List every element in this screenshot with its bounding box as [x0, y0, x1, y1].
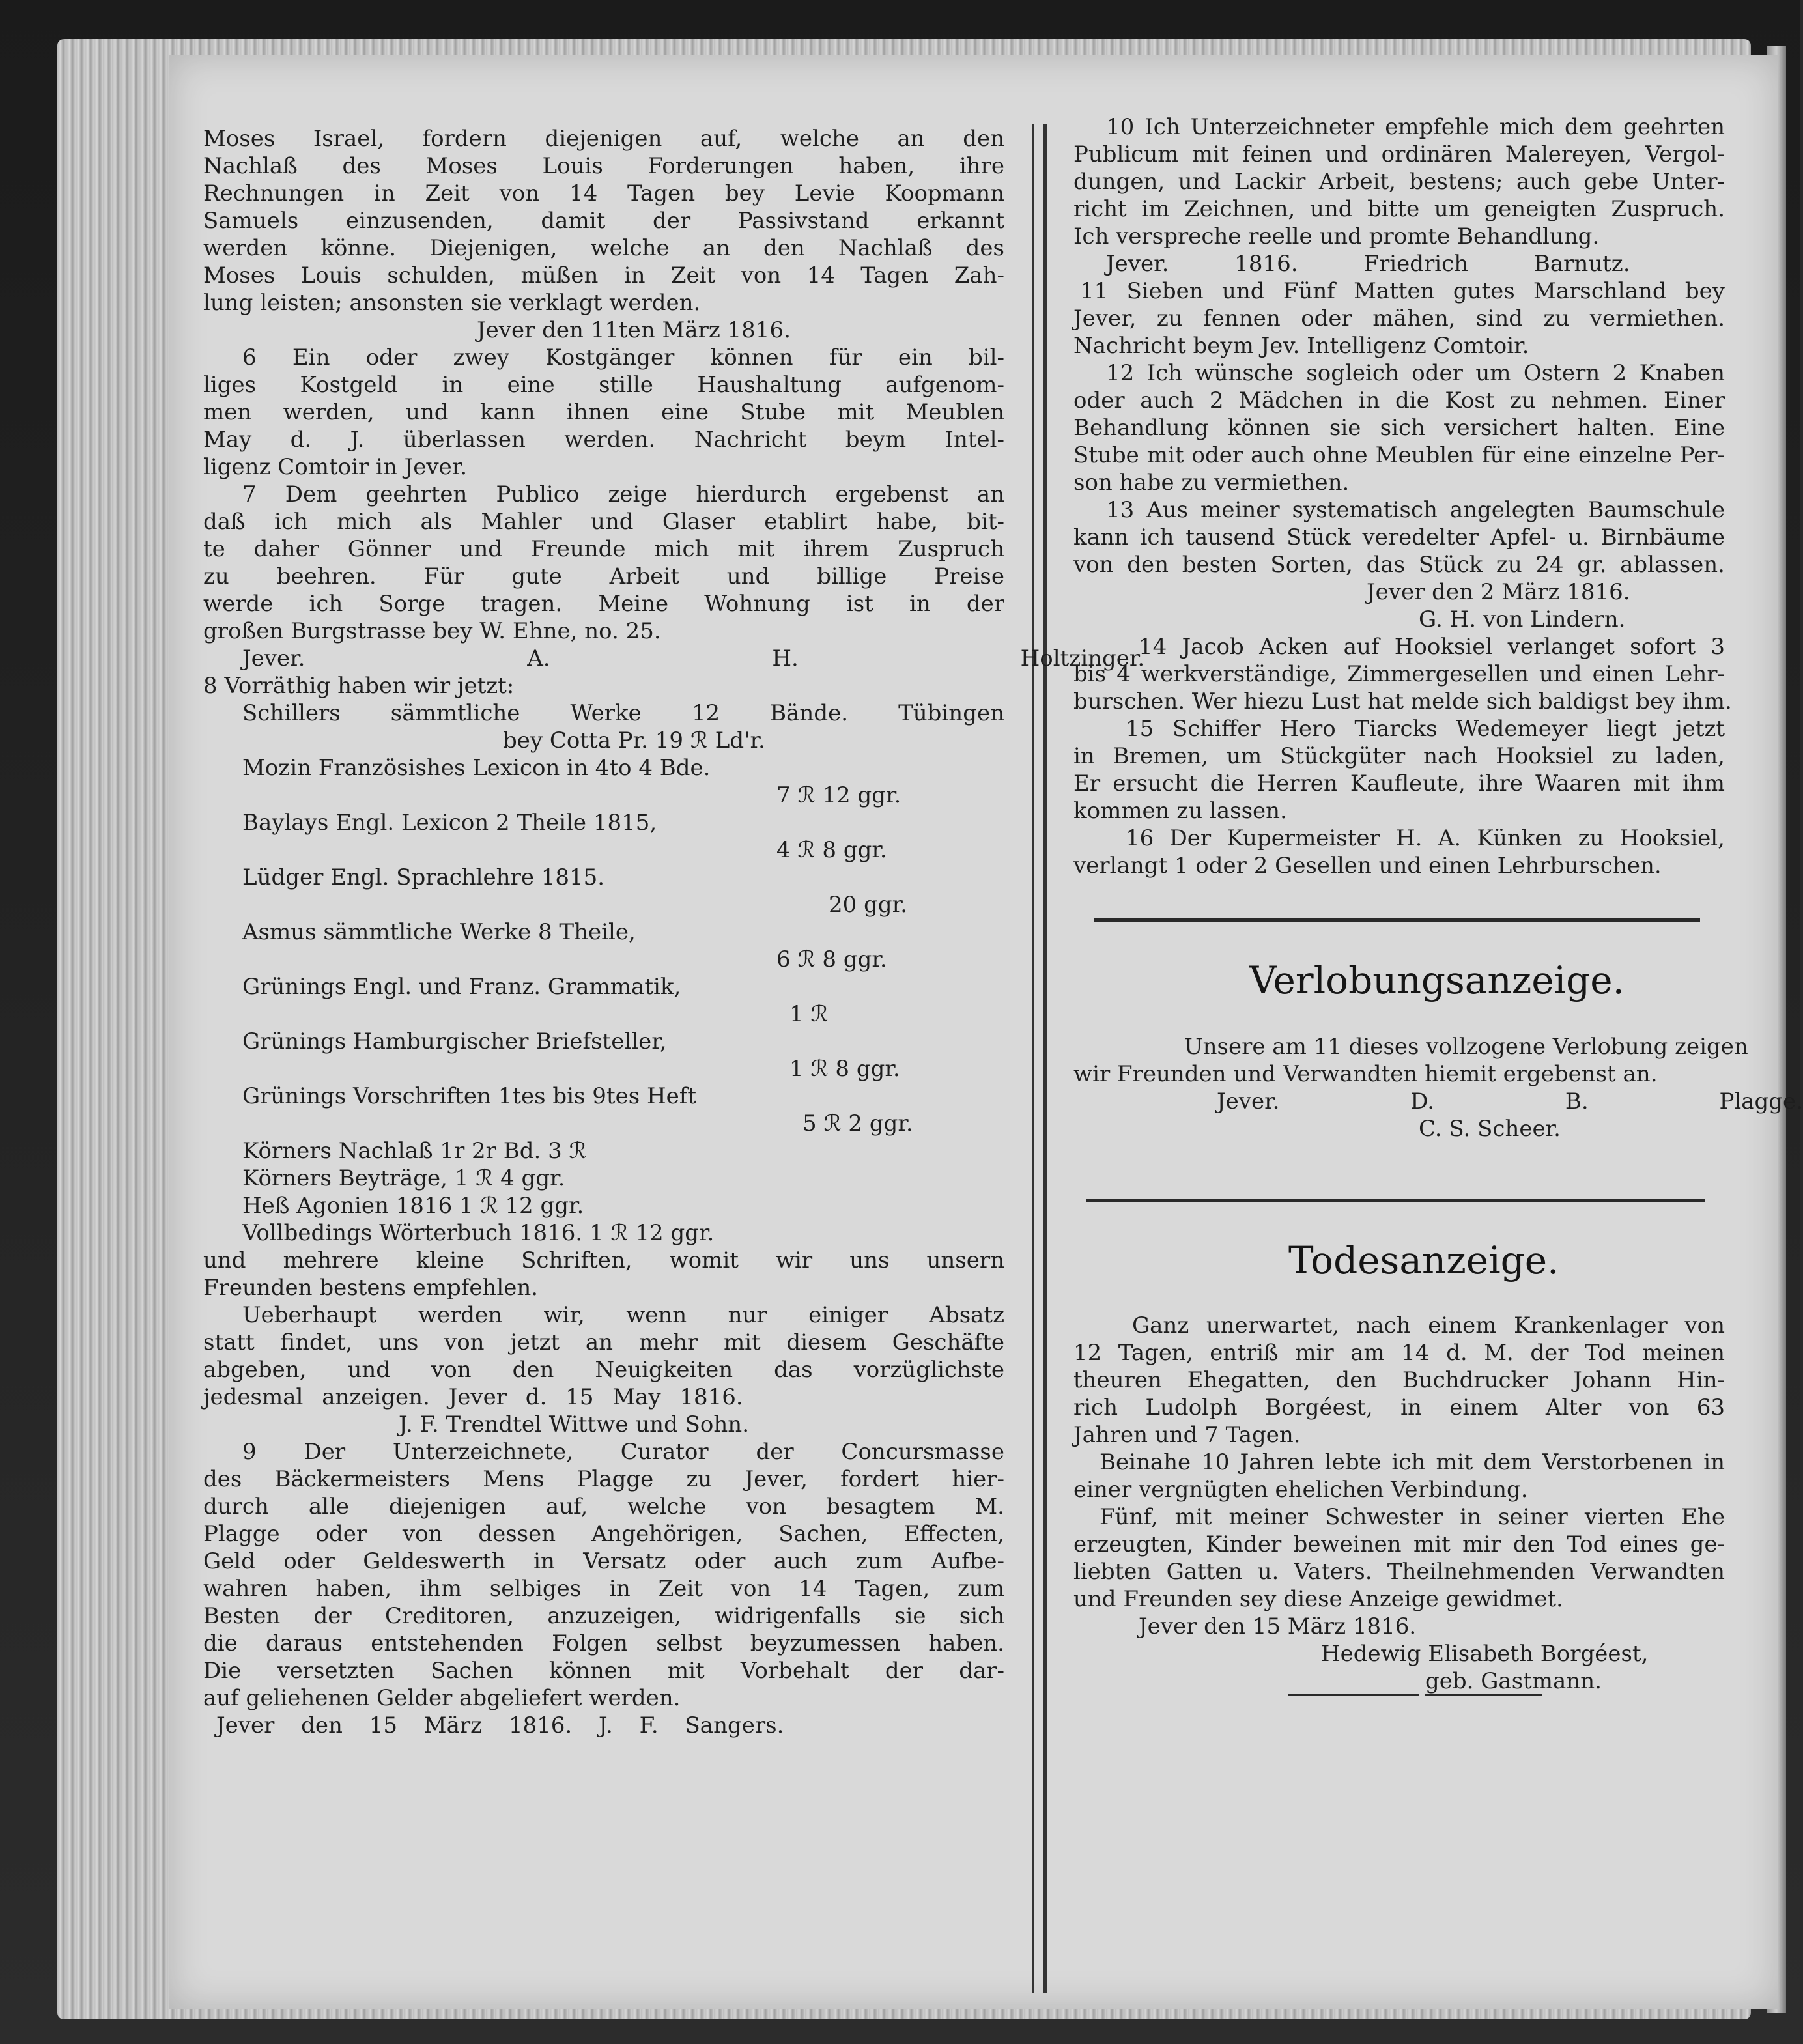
signature-underline [1288, 1694, 1419, 1696]
text-line: Ueberhaupt werden wir, wenn nur einiger Absatz [242, 1302, 1004, 1328]
text-line: 15 Schiffer Hero Tiarcks Wedemeyer liegt jetzt [1126, 716, 1725, 742]
book-entry: Grünings Engl. und Franz. Grammatik, [242, 974, 681, 1000]
book-price: 5 ℛ 2 ggr. [802, 1111, 913, 1137]
signature-line: J. F. Trendtel Wittwe und Sohn. [399, 1412, 750, 1438]
text-line: Nachricht beym Jev. Intelligenz Comtoir. [1073, 333, 1529, 359]
book-price: 1 ℛ 8 ggr. [789, 1056, 900, 1082]
text-line: Besten der Creditoren, anzuzeigen, widrigenfalls sie sich [203, 1603, 1004, 1629]
book-entry: Grünings Vorschriften 1tes bis 9tes Heft [242, 1083, 696, 1109]
text-line: 12 Tagen, entriß mir am 14 d. M. der Tod meinen [1073, 1340, 1725, 1366]
text-line: Moses Israel, fordern diejenigen auf, welche an den [203, 126, 1004, 152]
text-line: werden könne. Diejenigen, welche an den Nachlaß des [203, 235, 1004, 261]
text-line: kann ich tausend Stück veredelter Apfel- u. Birnbäume [1073, 524, 1725, 550]
text-line: daß ich mich als Mahler und Glaser etablirt habe, bit- [203, 509, 1004, 535]
text-line: liebten Gatten u. Vaters. Theilnehmenden Verwandten [1073, 1559, 1725, 1585]
text-line: durch alle diejenigen auf, welche von besagtem M. [203, 1494, 1004, 1520]
book-entry: Vollbedings Wörterbuch 1816. 1 ℛ 12 ggr. [242, 1220, 715, 1246]
text-line: die daraus entstehenden Folgen selbst beyzumessen haben. [203, 1630, 1004, 1656]
text-line: Fünf, mit meiner Schwester in seiner vierten Ehe [1100, 1504, 1725, 1530]
text-line: Geld oder Geldeswerth in Versatz oder auch zum Aufbe- [203, 1548, 1004, 1574]
text-line: oder auch 2 Mädchen in die Kost zu nehmen. Einer [1073, 388, 1725, 414]
section-rule [1094, 918, 1700, 922]
text-line: und Freunden sey diese Anzeige gewidmet. [1073, 1586, 1563, 1612]
text-line: Er ersucht die Herren Kaufleute, ihre Waaren mit ihm [1073, 771, 1725, 797]
section-rule [1086, 1199, 1705, 1202]
text-line: May d. J. überlassen werden. Nachricht beym Intel- [203, 427, 1004, 453]
signature-line: Jever. D. B. Plagge. [1217, 1088, 1803, 1114]
text-line: Plagge oder von dessen Angehörigen, Sachen, Effecten, [203, 1521, 1004, 1547]
book-entry: Körners Nachlaß 1r 2r Bd. 3 ℛ [242, 1138, 587, 1164]
text-line: Ganz unerwartet, nach einem Krankenlager von [1132, 1313, 1725, 1339]
text-line: burschen. Wer hiezu Lust hat melde sich baldigst bey ihm. [1073, 688, 1732, 715]
text-line: Rechnungen in Zeit von 14 Tagen bey Levie Koopmann [203, 180, 1004, 206]
text-line: einer vergnügten ehelichen Verbindung. [1073, 1477, 1528, 1503]
book-price: 6 ℛ 8 ggr. [776, 946, 887, 972]
text-line: werde ich Sorge tragen. Meine Wohnung ist in der [203, 591, 1004, 617]
signature-line: Jever. 1816. Friedrich Barnutz. [1106, 251, 1630, 277]
text-line: Unsere am 11 dieses vollzogene Verlobung zeigen [1184, 1034, 1748, 1060]
text-line: 13 Aus meiner systematisch angelegten Baumschule [1106, 497, 1725, 523]
book-price: 1 ℛ [789, 1001, 829, 1027]
text-line: te daher Gönner und Freunde mich mit ihrem Zuspruch [203, 536, 1004, 562]
column-divider [1032, 124, 1034, 1993]
signature-underline [1425, 1694, 1542, 1696]
signature-line: Jever. A. H. Holtzinger. [242, 646, 1145, 672]
text-line: und mehrere kleine Schriften, womit wir uns unsern [203, 1247, 1004, 1273]
text-line: 8 Vorräthig haben wir jetzt: [203, 673, 515, 699]
text-line: jedesmal anzeigen. Jever d. 15 May 1816. [203, 1384, 743, 1410]
text-line: 12 Ich wünsche sogleich oder um Ostern 2 Knaben [1106, 360, 1725, 386]
signature-line: geb. Gastmann. [1425, 1668, 1602, 1694]
signature-line: Jever den 15 März 1816. J. F. Sangers. [216, 1712, 784, 1739]
text-line: kommen zu lassen. [1073, 798, 1287, 824]
text-line: 9 Der Unterzeichnete, Curator der Concursmasse [242, 1439, 1004, 1465]
dateline: Jever den 2 März 1816. [1367, 579, 1630, 605]
book-entry: Asmus sämmtliche Werke 8 Theile, [242, 919, 636, 945]
book-price: 4 ℛ 8 ggr. [776, 837, 887, 863]
text-line: 14 Jacob Acken auf Hooksiel verlanget sofort 3 [1139, 634, 1725, 660]
text-line: Nachlaß des Moses Louis Forderungen haben, ihre [203, 153, 1004, 179]
text-line: ligenz Comtoir in Jever. [203, 454, 468, 480]
text-line: 10 Ich Unterzeichneter empfehle mich dem geehrten [1106, 114, 1725, 140]
text-line: Samuels einzusenden, damit der Passivstand erkannt [203, 208, 1004, 234]
text-line: großen Burgstrasse bey W. Ehne, no. 25. [203, 618, 661, 644]
text-line: Ich verspreche reelle und promte Behandlung. [1073, 223, 1600, 249]
book-entry: Heß Agonien 1816 1 ℛ 12 ggr. [242, 1193, 584, 1219]
engagement-heading: Verlobungsanzeige. [1249, 958, 1625, 1002]
text-line: Stube mit oder auch ohne Meublen für eine einzelne Per- [1073, 442, 1725, 468]
book-price: bey Cotta Pr. 19 ℛ Ld'r. [503, 728, 765, 754]
text-line: auf geliehenen Gelder abgeliefert werden. [203, 1685, 681, 1711]
book-entry: Mozin Französishes Lexicon in 4to 4 Bde. [242, 755, 711, 781]
text-line: Behandlung können sie sich versichert halten. Eine [1073, 415, 1725, 441]
text-line: son habe zu vermiethen. [1073, 470, 1350, 496]
text-line: theuren Ehegatten, den Buchdrucker Johann Hin- [1073, 1367, 1725, 1393]
text-line: 7 Dem geehrten Publico zeige hierdurch ergebenst an [242, 481, 1004, 507]
text-line: verlangt 1 oder 2 Gesellen und einen Lehrburschen. [1073, 853, 1662, 879]
text-line: liges Kostgeld in eine stille Haushaltung aufgenom- [203, 372, 1004, 398]
text-line: in Bremen, um Stückgüter nach Hooksiel zu laden, [1073, 743, 1725, 769]
book-entry: Lüdger Engl. Sprachlehre 1815. [242, 864, 605, 890]
text-line: Beinahe 10 Jahren lebte ich mit dem Verstorbenen in [1100, 1449, 1725, 1475]
text-line: Publicum mit feinen und ordinären Malereyen, Vergol- [1073, 141, 1725, 167]
text-line: richt im Zeichnen, und bitte um geneigten Zuspruch. [1073, 196, 1725, 222]
text-line: Jahren und 7 Tagen. [1073, 1422, 1301, 1448]
text-line: abgeben, und von den Neuigkeiten das vorzüglichste [203, 1357, 1004, 1383]
book-entry: Baylays Engl. Lexicon 2 Theile 1815, [242, 810, 657, 836]
text-line: Freunden bestens empfehlen. [203, 1275, 539, 1301]
text-line: men werden, und kann ihnen eine Stube mit Meublen [203, 399, 1004, 425]
text-line: Die versetzten Sachen können mit Vorbehalt der dar- [203, 1658, 1004, 1684]
signature-line: G. H. von Lindern. [1419, 606, 1626, 632]
book-entry: Körners Beyträge, 1 ℛ 4 ggr. [242, 1165, 565, 1191]
text-line: 6 Ein oder zwey Kostgänger können für ein bil- [242, 345, 1004, 371]
text-line: 11 Sieben und Fünf Matten gutes Marschland bey [1080, 278, 1725, 304]
column-divider-second-line [1045, 124, 1047, 1993]
text-line: zu beehren. Für gute Arbeit und billige Preise [203, 563, 1004, 589]
text-line: lung leisten; ansonsten sie verklagt werden. [203, 290, 701, 316]
death-notice-heading: Todesanzeige. [1288, 1238, 1559, 1283]
text-line: erzeugten, Kinder beweinen mit mir den Tod eines ge- [1073, 1531, 1725, 1557]
text-line: wir Freunden und Verwandten hiemit ergebenst an. [1073, 1061, 1658, 1087]
signature-line: C. S. Scheer. [1419, 1116, 1561, 1142]
book-price: 7 ℛ 12 ggr. [776, 782, 901, 808]
text-line: rich Ludolph Borgéest, in einem Alter von 63 [1073, 1395, 1725, 1421]
dateline: Jever den 11ten März 1816. [477, 317, 791, 343]
text-line: wahren haben, ihm selbiges in Zeit von 14 Tagen, zum [203, 1576, 1004, 1602]
text-line: Jever, zu fennen oder mähen, sind zu vermiethen. [1073, 305, 1725, 332]
text-line: bis 4 werkverständige, Zimmergesellen und einen Lehr- [1073, 661, 1725, 687]
text-line: dungen, und Lackir Arbeit, bestens; auch gebe Unter- [1073, 169, 1725, 195]
text-line: Moses Louis schulden, müßen in Zeit von 14 Tagen Zah- [203, 263, 1004, 289]
text-line: des Bäckermeisters Mens Plagge zu Jever, fordert hier- [203, 1466, 1004, 1492]
signature-line: Hedewig Elisabeth Borgéest, [1321, 1641, 1649, 1667]
book-price: 20 ggr. [829, 892, 907, 918]
text-line: von den besten Sorten, das Stück zu 24 gr. ablassen. [1073, 552, 1725, 578]
book-entry: Grünings Hamburgischer Briefsteller, [242, 1029, 667, 1055]
dateline: Jever den 15 März 1816. [1139, 1613, 1417, 1639]
text-line: statt findet, uns von jetzt an mehr mit diesem Geschäfte [203, 1329, 1004, 1356]
book-entry: Schillers sämmtliche Werke 12 Bände. Tübingen [242, 700, 1004, 726]
text-line: 16 Der Kupermeister H. A. Künken zu Hooksiel, [1126, 825, 1725, 851]
